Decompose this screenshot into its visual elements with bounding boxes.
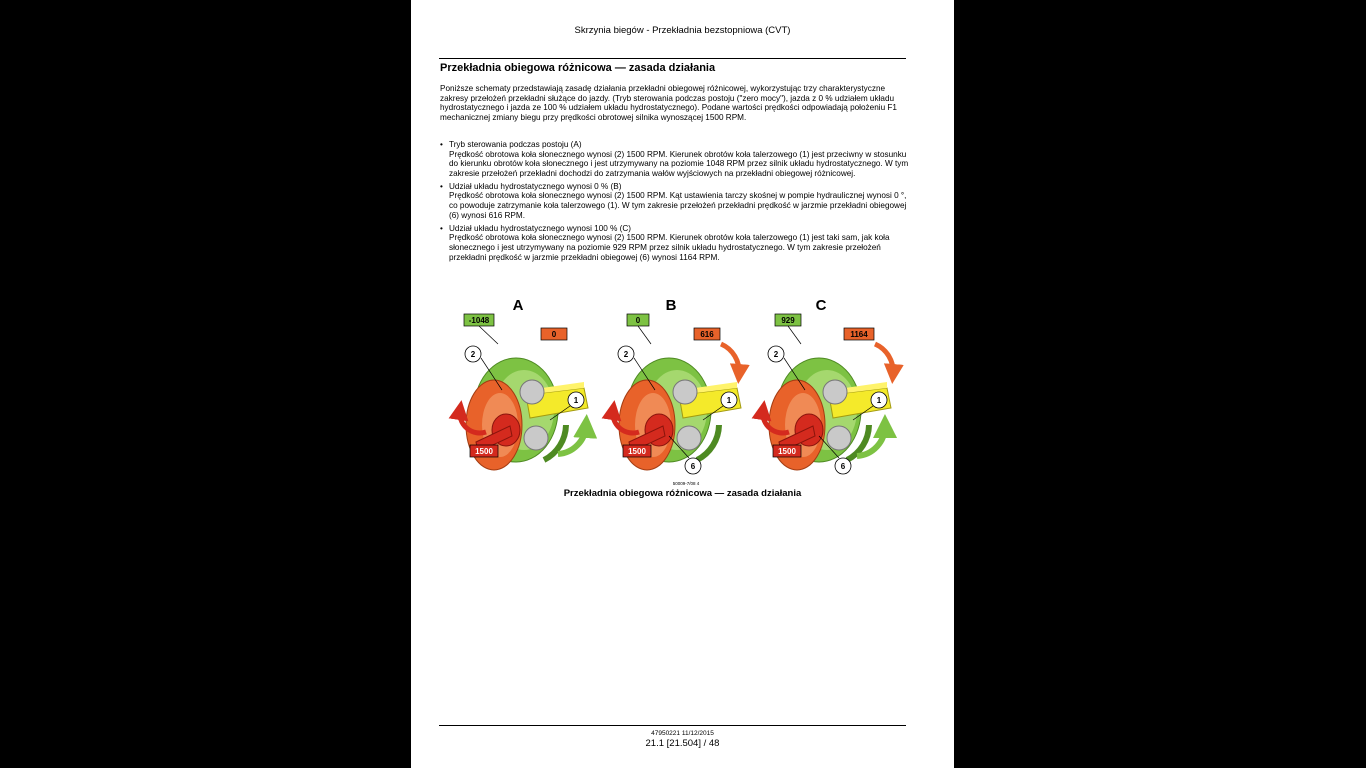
panel-letter: B bbox=[665, 297, 677, 314]
list-item bbox=[440, 182, 910, 220]
bullet-title: • Tryb sterowania podczas postoju (A) bbox=[449, 140, 582, 149]
footer-document-code: 47950221 11/12/2015 bbox=[651, 730, 714, 737]
bullet-title: • Udział układu hydrostatycznego wynosi 100 % (C) bbox=[449, 223, 632, 233]
callout-6-label: 6 bbox=[840, 462, 846, 471]
document-page bbox=[411, 0, 954, 768]
bullet-title: • Udział układu hydrostatycznego wynosi 0 % (B) bbox=[449, 181, 622, 191]
callout-1-label: 1 bbox=[573, 396, 579, 405]
callout-6-label: 6 bbox=[690, 462, 696, 471]
sun-speed-label: 1500 bbox=[778, 447, 796, 456]
section-title: Przekładnia obiegowa różnicowa — zasada działania bbox=[440, 62, 716, 74]
planetary-gear-diagram bbox=[446, 292, 916, 492]
carrier-rotation-arrow bbox=[721, 344, 739, 374]
callout-2-label: 2 bbox=[773, 350, 779, 359]
intro-paragraph: Poniższe schematy przedstawiają zasadę działania przekładni obiegowej różnicowej, wykorzystując trzy charakterystyczne zakresy przełożeń przekładni służące do jazdy. (Tryb sterowania podczas postoju ("zero mocy"), jazda z 0 % udziałem układu hydrostatycznego i jazda ze 100 % udziałem układu hydrostatycznego). Podane wartości prędkości odpowiadają położeniu F1 mechanicznej zmiany biegu przy prędkości obrotowej silnika wynoszącej 1500 RPM. bbox=[440, 84, 897, 122]
carrier-speed-label: 1164 bbox=[850, 330, 868, 339]
ring-speed-label: 929 bbox=[781, 316, 795, 325]
sun-speed-label: 1500 bbox=[475, 447, 493, 456]
header-divider bbox=[439, 58, 906, 59]
footer-divider bbox=[439, 725, 906, 726]
panel-a bbox=[460, 297, 588, 470]
callout-1-label: 1 bbox=[876, 396, 882, 405]
list-item bbox=[440, 140, 910, 178]
carrier-speed-label: 0 bbox=[551, 330, 557, 339]
panel-letter: C bbox=[815, 297, 827, 314]
panel-letter: A bbox=[512, 297, 524, 314]
page-header: Skrzynia biegów - Przekładnia bezstopniowa (CVT) bbox=[574, 25, 791, 36]
ring-speed-label: -1048 bbox=[468, 316, 490, 325]
bullet-description: Prędkość obrotowa koła słonecznego wynosi (2) 1500 RPM. Kierunek obrotów koła talerzowego (1) jest taki sam, jak koła słonecznego i jest utrzymywany na poziomie 929 RPM przez silnik układu hydrostatycznego. W tym zakresie przełożeń przekładni prędkość w jarzmie przekładni obiegowej (6) wynosi 1164 RPM. bbox=[449, 233, 890, 262]
panel-c bbox=[763, 297, 893, 474]
callout-2-label: 2 bbox=[623, 350, 629, 359]
bullet-description: Prędkość obrotowa koła słonecznego wynosi (2) 1500 RPM. Kierunek obrotów koła talerzowego (1) jest przeciwny w stosunku do kierunku obrotów koła słonecznego i jest utrzymywany na poziomie 1048 RPM przez silnik układu hydrostatycznego. W tym zakresie przełożeń przekładni dochodzi do zatrzymania wałów wyjściowych na przekładni obiegowej różnicowej. bbox=[449, 149, 909, 178]
carrier-speed-label: 616 bbox=[700, 330, 714, 339]
bullet-list bbox=[440, 140, 910, 266]
callout-1-label: 1 bbox=[726, 396, 732, 405]
diagram-svg bbox=[446, 292, 916, 492]
figure-code: 50009-7/08 4 bbox=[672, 481, 700, 486]
carrier-rotation-arrow bbox=[875, 344, 893, 374]
ring-speed-label: 0 bbox=[635, 316, 641, 325]
callout-2-label: 2 bbox=[470, 350, 476, 359]
figure-caption: Przekładnia obiegowa różnicowa — zasada działania bbox=[563, 488, 802, 499]
panel-b bbox=[613, 297, 741, 474]
bullet-description: Prędkość obrotowa koła słonecznego wynosi (2) 1500 RPM. Kąt ustawienia tarczy skośnej w pompie hydraulicznej wynosi 0 °, co powoduje zatrzymanie koła talerzowego (1). W tym zakresie przełożeń przekładni prędkość w jarzmie przekładni obiegowej (6) wynosi 616 RPM. bbox=[449, 191, 907, 220]
list-item bbox=[440, 224, 910, 262]
footer-page-number: 21.1 [21.504] / 48 bbox=[645, 738, 720, 749]
sun-speed-label: 1500 bbox=[628, 447, 646, 456]
